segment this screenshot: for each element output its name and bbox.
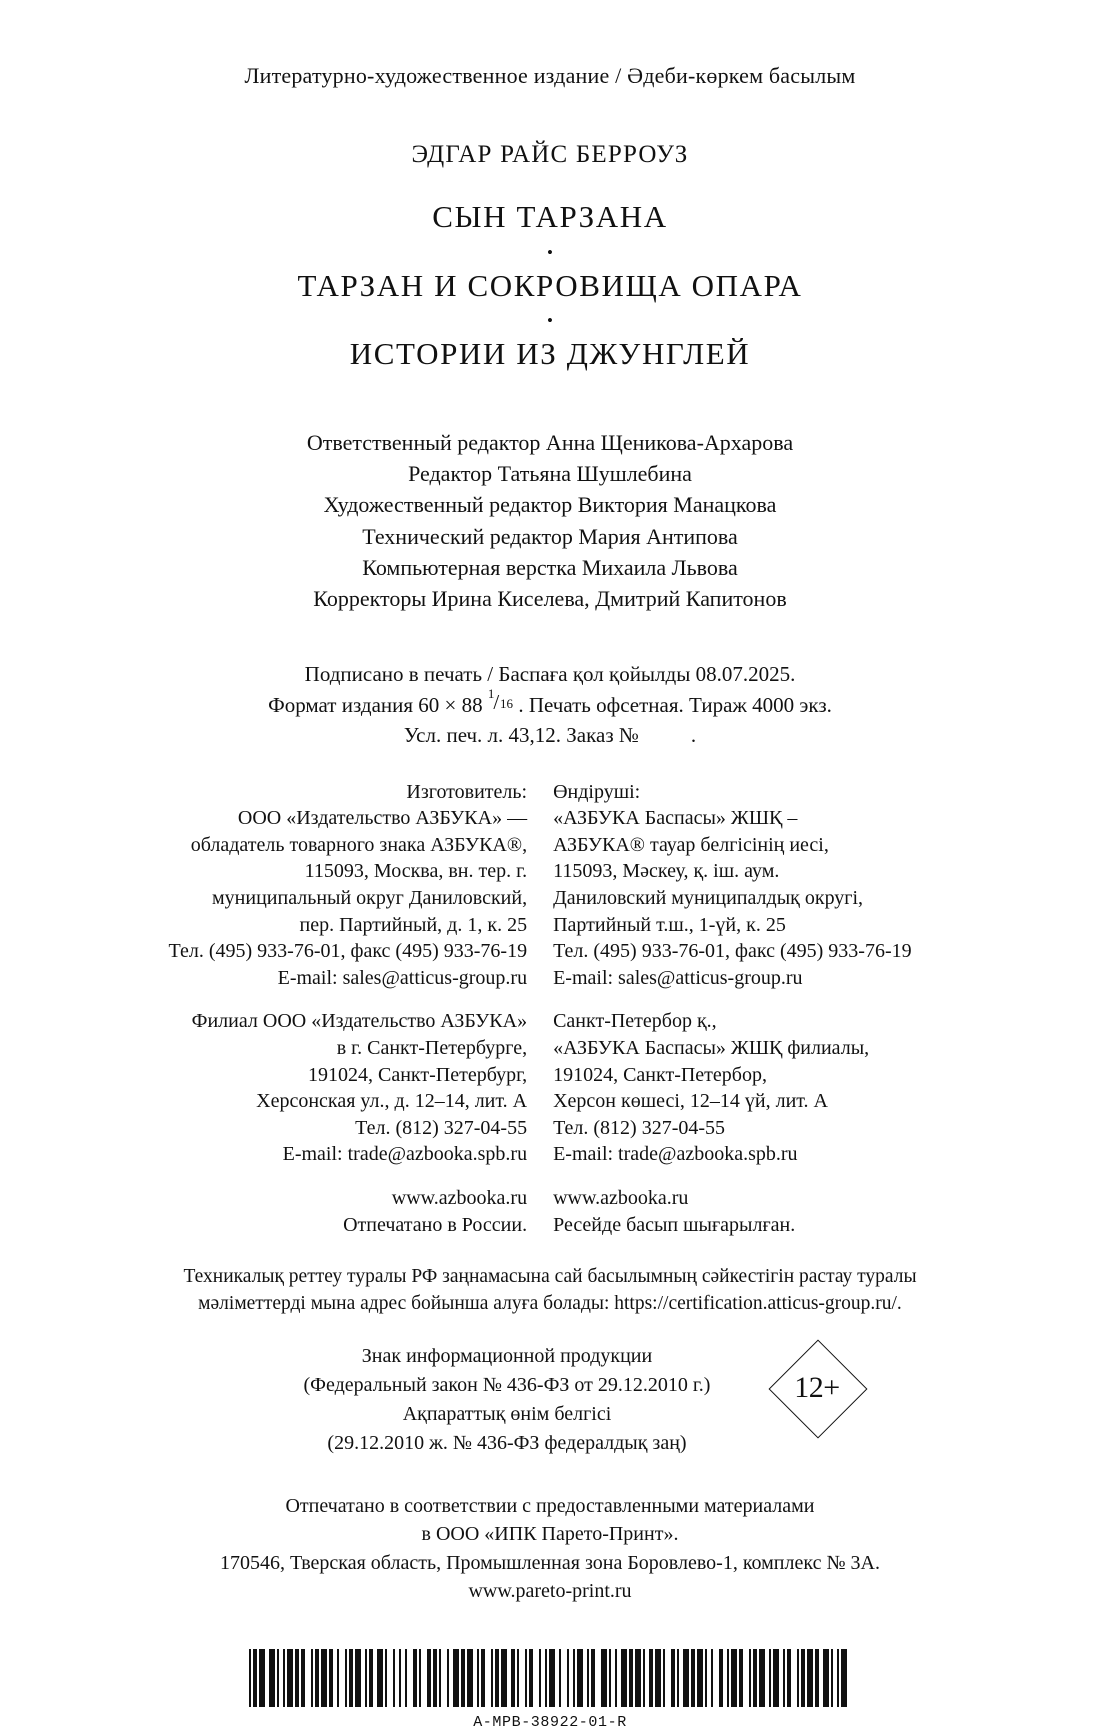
barcode-image bbox=[249, 1649, 851, 1707]
fraction-denominator: 16 bbox=[499, 695, 513, 711]
imprint-line: 115093, Москва, вн. тер. г. bbox=[304, 860, 528, 883]
imprint-line: 191024, Санкт-Петербор, bbox=[553, 1063, 767, 1086]
website-line: www.azbooka.ru bbox=[553, 1186, 689, 1209]
age-rating-line: (Федеральный закон № 436-ФЗ от 29.12.2010 г.) bbox=[303, 1373, 711, 1396]
credit-line: Художественный редактор Виктория Манацкова bbox=[323, 492, 777, 518]
age-rating-value: 12+ bbox=[794, 1370, 840, 1404]
imprint-ru-branch bbox=[150, 1008, 527, 1168]
sheets-order-line bbox=[150, 720, 950, 750]
printer-line: Отпечатано в соответствии с предоставленными материалами bbox=[285, 1494, 815, 1517]
age-rating-line: (29.12.2010 ж. № 436-ФЗ федералдық заң) bbox=[327, 1431, 687, 1454]
imprint-line: Партийный т.ш., 1-үй, к. 25 bbox=[553, 913, 786, 936]
imprint-line: E-mail: trade@azbooka.spb.ru bbox=[553, 1143, 798, 1166]
series-line: Литературно-художественное издание / Әдеби-көркем басылым bbox=[244, 63, 856, 88]
printer-line: в ООО «ИПК Парето-Принт». bbox=[421, 1523, 679, 1546]
imprint-column-kazakh bbox=[540, 779, 950, 1239]
credit-line: Корректоры Ирина Киселева, Дмитрий Капитонов bbox=[313, 586, 787, 612]
imprint-ru-manufacturer bbox=[150, 779, 527, 992]
printer-website: www.pareto-print.ru bbox=[468, 1580, 632, 1603]
certification-line-1: Техникалық реттеу туралы РФ заңнамасына сай басылымның сәйкестігін растау туралы bbox=[183, 1266, 917, 1288]
format-fraction bbox=[487, 685, 518, 715]
fraction-slash: / bbox=[493, 690, 500, 715]
title-separator-2: • bbox=[547, 311, 553, 331]
imprint-line: Өндіруші: bbox=[553, 780, 641, 803]
book-title-1: СЫН ТАРЗАНА bbox=[432, 199, 668, 234]
sheets-suffix: . bbox=[690, 723, 697, 748]
imprint-line: Тел. (495) 933-76-01, факс (495) 933-76-19 bbox=[553, 940, 912, 963]
imprint-line: Даниловский муниципалдық округі, bbox=[553, 887, 864, 910]
barcode-label: A-MPB-38922-01-R bbox=[473, 1713, 627, 1731]
format-prefix: Формат издания 60 × 88 bbox=[268, 692, 488, 717]
imprint-line: муниципальный округ Даниловский, bbox=[212, 887, 528, 910]
imprint-line: в г. Санкт-Петербурге, bbox=[336, 1036, 528, 1059]
imprint-line: «АЗБУКА Баспасы» ЖШҚ – bbox=[553, 807, 798, 830]
imprint-column-russian bbox=[150, 779, 540, 1239]
imprint-line: ООО «Издательство АЗБУКА» — bbox=[237, 807, 528, 830]
format-line bbox=[150, 685, 950, 720]
imprint-line: Изготовитель: bbox=[406, 780, 528, 803]
credit-line: Ответственный редактор Анна Щеникова-Архарова bbox=[306, 429, 794, 455]
credit-line: Редактор Татьяна Шушлебина bbox=[408, 461, 692, 487]
website-line: www.azbooka.ru bbox=[391, 1186, 528, 1209]
age-rating-line: Знак информационной продукции bbox=[361, 1344, 653, 1367]
book-title-2: ТАРЗАН И СОКРОВИЩА ОПАРА bbox=[297, 267, 803, 303]
age-rating-line: Ақпараттық өнім белгісі bbox=[402, 1402, 612, 1425]
age-rating-section bbox=[150, 1342, 950, 1458]
imprint-line: Тел. (812) 327-04-55 bbox=[553, 1116, 726, 1139]
imprint-line: 191024, Санкт-Петербург, bbox=[308, 1063, 528, 1086]
imprint-line: Санкт-Петербор қ., bbox=[553, 1010, 717, 1033]
imprint-line: обладатель товарного знака АЗБУКА®, bbox=[190, 833, 528, 856]
certification-note bbox=[150, 1264, 950, 1318]
signed-to-print-line: Подписано в печать / Баспаға қол қойылды 08.07.2025. bbox=[304, 662, 796, 687]
format-suffix: . Печать офсетная. Тираж 4000 экз. bbox=[518, 692, 832, 717]
author-name: ЭДГАР РАЙС БЕРРОУЗ bbox=[411, 141, 689, 168]
imprint-line: «АЗБУКА Баспасы» ЖШҚ филиалы, bbox=[553, 1036, 870, 1059]
certification-line-2: мәліметтерді мына адрес бойынша алуға болады: https://certification.atticus-group.ru/. bbox=[198, 1293, 902, 1315]
credit-line: Компьютерная верстка Михаила Львова bbox=[362, 554, 738, 580]
imprint-line: Филиал ООО «Издательство АЗБУКА» bbox=[191, 1010, 528, 1033]
title-separator-1: • bbox=[547, 242, 553, 262]
imprint-line: Херсон көшесі, 12–14 үй, лит. А bbox=[553, 1090, 828, 1113]
printed-in-line: Ресейде басып шығарылған. bbox=[553, 1213, 796, 1236]
imprint-line: E-mail: sales@atticus-group.ru bbox=[553, 966, 803, 989]
printer-line: 170546, Тверская область, Промышленная зона Боровлево-1, комплекс № 3А. bbox=[220, 1551, 880, 1574]
printer-block bbox=[150, 1492, 950, 1606]
imprint-kk-web bbox=[553, 1185, 950, 1238]
imprint-line: Тел. (812) 327-04-55 bbox=[355, 1116, 528, 1139]
sheets-prefix: Усл. печ. л. 43,12. Заказ № bbox=[403, 723, 639, 748]
imprint-line: 115093, Мәскеу, қ. іш. аум. bbox=[553, 860, 780, 883]
printed-in-line: Отпечатано в России. bbox=[343, 1213, 528, 1236]
imprint-kk-branch bbox=[553, 1008, 950, 1168]
imprint-line: E-mail: trade@azbooka.spb.ru bbox=[282, 1143, 528, 1166]
imprint-ru-web bbox=[150, 1185, 527, 1238]
age-rating-diamond-icon bbox=[769, 1340, 865, 1436]
fraction-numerator: 1 bbox=[487, 685, 495, 701]
title-block bbox=[150, 141, 950, 372]
credits-block bbox=[150, 427, 950, 614]
imprint-kk-manufacturer bbox=[553, 779, 950, 992]
imprint-line: E-mail: sales@atticus-group.ru bbox=[277, 966, 528, 989]
imprint-line: пер. Партийный, д. 1, к. 25 bbox=[299, 913, 528, 936]
book-title-3: ИСТОРИИ ИЗ ДЖУНГЛЕЙ bbox=[349, 336, 751, 372]
imprint-line: Тел. (495) 933-76-01, факс (495) 933-76-19 bbox=[168, 940, 528, 963]
print-details-block bbox=[150, 659, 950, 750]
imprint-line: Херсонская ул., д. 12–14, лит. А bbox=[256, 1090, 528, 1113]
imprint-line: АЗБУКА® тауар белгісінің иесі, bbox=[553, 833, 829, 856]
imprint-columns bbox=[150, 779, 950, 1239]
credit-line: Технический редактор Мария Антипова bbox=[362, 523, 738, 549]
